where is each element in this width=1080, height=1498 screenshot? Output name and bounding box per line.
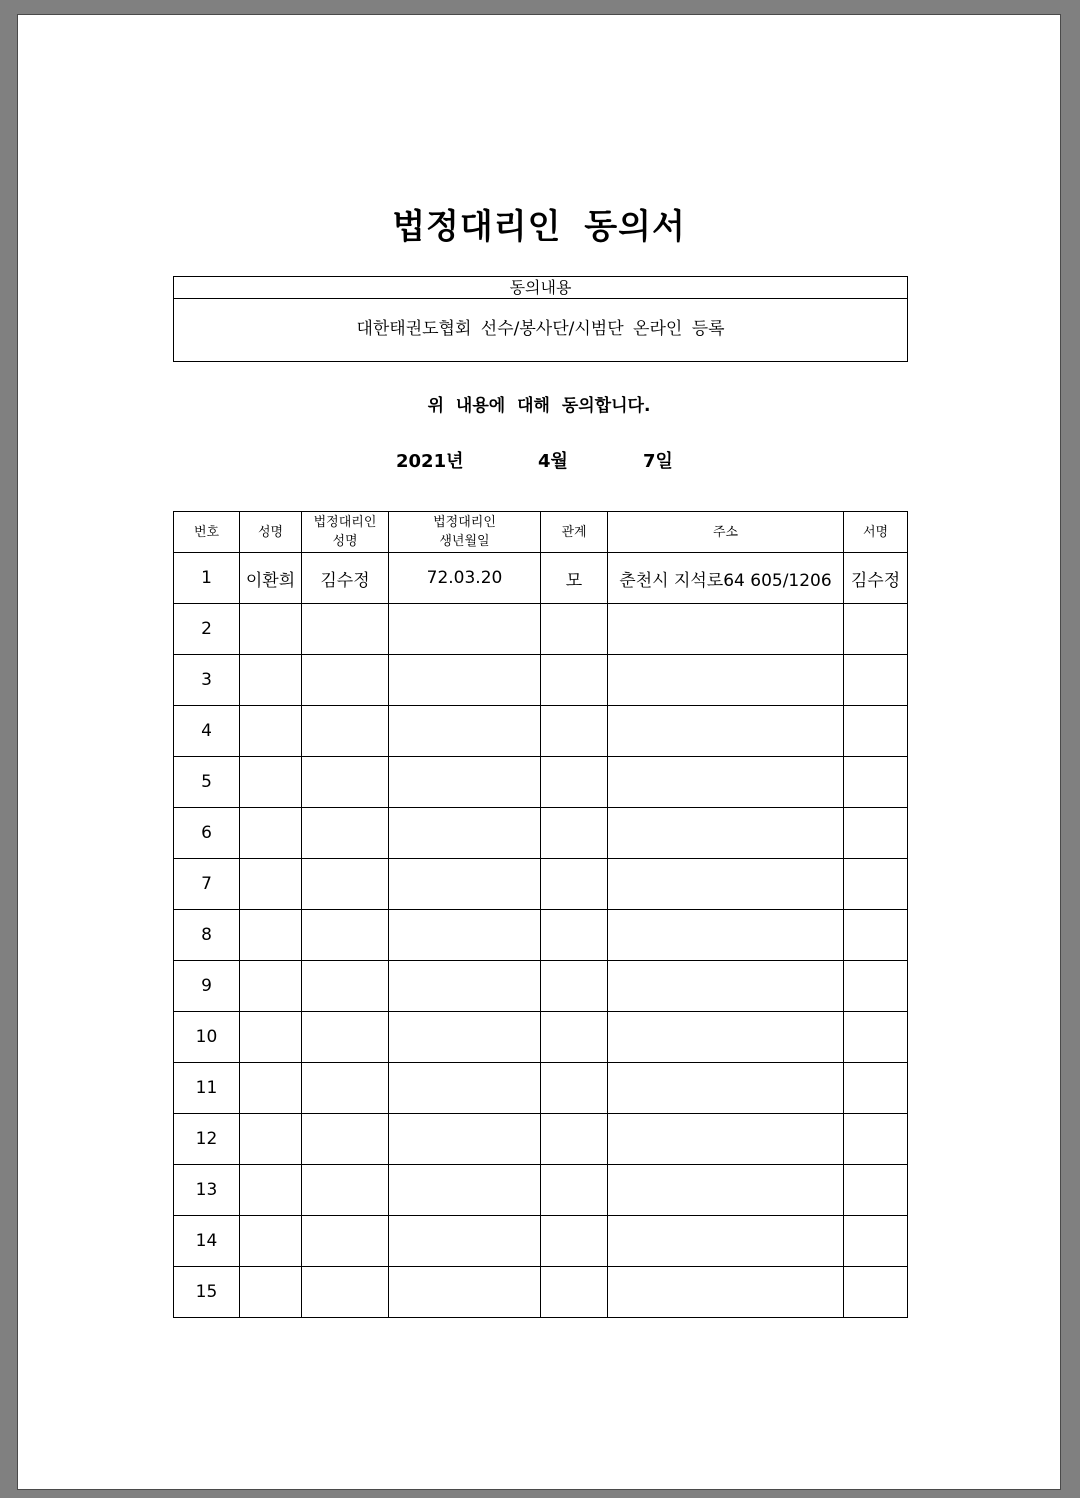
cell-address xyxy=(608,808,844,859)
table-row xyxy=(174,553,908,604)
header-name: 성명 xyxy=(240,512,302,553)
table-row xyxy=(174,859,908,910)
cell-guardian-name xyxy=(302,910,389,961)
cell-guardian-name xyxy=(302,1267,389,1318)
cell-signature: 김수정 xyxy=(844,553,908,604)
cell-address xyxy=(608,859,844,910)
cell-guardian-name xyxy=(302,604,389,655)
cell-no: 14 xyxy=(174,1216,240,1267)
cell-address xyxy=(608,1012,844,1063)
table-header-row xyxy=(174,512,908,553)
cell-relation xyxy=(541,910,608,961)
cell-guardian-name xyxy=(302,859,389,910)
cell-signature xyxy=(844,604,908,655)
cell-address xyxy=(608,1063,844,1114)
cell-name xyxy=(240,1216,302,1267)
cell-signature xyxy=(844,1267,908,1318)
cell-name xyxy=(240,655,302,706)
cell-name xyxy=(240,1165,302,1216)
cell-relation xyxy=(541,1114,608,1165)
cell-no: 10 xyxy=(174,1012,240,1063)
cell-guardian-birth xyxy=(389,706,541,757)
cell-address xyxy=(608,604,844,655)
table-row xyxy=(174,1012,908,1063)
table-row xyxy=(174,655,908,706)
cell-address: 춘천시 지석로64 605/1206 xyxy=(608,553,844,604)
cell-relation xyxy=(541,757,608,808)
table-row xyxy=(174,604,908,655)
table-row xyxy=(174,1063,908,1114)
cell-guardian-name xyxy=(302,1063,389,1114)
cell-guardian-birth xyxy=(389,655,541,706)
cell-no: 7 xyxy=(174,859,240,910)
table-row xyxy=(174,1114,908,1165)
cell-relation xyxy=(541,961,608,1012)
cell-no: 8 xyxy=(174,910,240,961)
cell-relation xyxy=(541,1165,608,1216)
cell-signature xyxy=(844,655,908,706)
cell-relation xyxy=(541,808,608,859)
cell-name xyxy=(240,961,302,1012)
cell-relation xyxy=(541,1267,608,1318)
agreement-statement: 위 내용에 대해 동의합니다. xyxy=(427,396,651,416)
cell-guardian-name xyxy=(302,1114,389,1165)
table-row xyxy=(174,808,908,859)
cell-signature xyxy=(844,757,908,808)
cell-name xyxy=(240,910,302,961)
cell-signature xyxy=(844,859,908,910)
consent-box xyxy=(173,276,908,362)
cell-guardian-birth: 72.03.20 xyxy=(389,553,541,604)
cell-no: 3 xyxy=(174,655,240,706)
cell-address xyxy=(608,1114,844,1165)
cell-guardian-name xyxy=(302,706,389,757)
header-guardian-birth xyxy=(389,512,541,553)
document-page xyxy=(17,14,1061,1490)
cell-relation xyxy=(541,604,608,655)
table-row xyxy=(174,1165,908,1216)
table-row xyxy=(174,757,908,808)
cell-signature xyxy=(844,706,908,757)
cell-address xyxy=(608,1165,844,1216)
header-guardian-name-line2: 성명 xyxy=(332,534,358,549)
cell-name xyxy=(240,1063,302,1114)
table-row xyxy=(174,1216,908,1267)
cell-guardian-name xyxy=(302,1165,389,1216)
cell-no: 11 xyxy=(174,1063,240,1114)
cell-no: 1 xyxy=(174,553,240,604)
cell-guardian-birth xyxy=(389,1267,541,1318)
cell-signature xyxy=(844,1114,908,1165)
page-title: 법정대리인 동의서 xyxy=(392,207,686,247)
header-relation: 관계 xyxy=(541,512,608,553)
cell-no: 5 xyxy=(174,757,240,808)
header-guardian-name xyxy=(302,512,389,553)
header-guardian-name-line1: 법정대리인 xyxy=(313,515,377,530)
header-no: 번호 xyxy=(174,512,240,553)
table-row xyxy=(174,961,908,1012)
cell-no: 13 xyxy=(174,1165,240,1216)
cell-no: 15 xyxy=(174,1267,240,1318)
cell-guardian-birth xyxy=(389,910,541,961)
cell-name xyxy=(240,604,302,655)
header-address: 주소 xyxy=(608,512,844,553)
cell-address xyxy=(608,757,844,808)
cell-address xyxy=(608,910,844,961)
cell-name xyxy=(240,808,302,859)
header-signature: 서명 xyxy=(844,512,908,553)
cell-no: 9 xyxy=(174,961,240,1012)
cell-signature xyxy=(844,808,908,859)
cell-guardian-birth xyxy=(389,757,541,808)
cell-guardian-name xyxy=(302,757,389,808)
cell-relation xyxy=(541,1216,608,1267)
cell-signature xyxy=(844,910,908,961)
cell-guardian-birth xyxy=(389,808,541,859)
consent-body: 대한태권도협회 선수/봉사단/시범단 온라인 등록 xyxy=(356,319,725,339)
cell-name: 이환희 xyxy=(240,553,302,604)
cell-guardian-name xyxy=(302,961,389,1012)
cell-guardian-birth xyxy=(389,859,541,910)
cell-no: 12 xyxy=(174,1114,240,1165)
cell-guardian-name xyxy=(302,1012,389,1063)
cell-relation xyxy=(541,655,608,706)
cell-address xyxy=(608,706,844,757)
cell-guardian-birth xyxy=(389,1165,541,1216)
table-row xyxy=(174,706,908,757)
table-row xyxy=(174,1267,908,1318)
cell-relation: 모 xyxy=(541,553,608,604)
date-day: 7일 xyxy=(643,451,673,472)
cell-name xyxy=(240,757,302,808)
cell-signature xyxy=(844,1165,908,1216)
cell-name xyxy=(240,706,302,757)
cell-guardian-name: 김수정 xyxy=(302,553,389,604)
cell-address xyxy=(608,1267,844,1318)
cell-no: 2 xyxy=(174,604,240,655)
cell-address xyxy=(608,655,844,706)
consent-table xyxy=(173,511,908,1318)
date-month: 4월 xyxy=(538,451,568,472)
cell-guardian-birth xyxy=(389,961,541,1012)
cell-guardian-name xyxy=(302,808,389,859)
cell-relation xyxy=(541,706,608,757)
cell-address xyxy=(608,1216,844,1267)
cell-guardian-name xyxy=(302,1216,389,1267)
cell-signature xyxy=(844,961,908,1012)
cell-name xyxy=(240,1267,302,1318)
cell-name xyxy=(240,1012,302,1063)
table-row xyxy=(174,910,908,961)
header-guardian-birth-line1: 법정대리인 xyxy=(433,515,496,530)
cell-guardian-birth xyxy=(389,604,541,655)
cell-address xyxy=(608,961,844,1012)
cell-no: 4 xyxy=(174,706,240,757)
cell-no: 6 xyxy=(174,808,240,859)
cell-guardian-birth xyxy=(389,1063,541,1114)
cell-guardian-birth xyxy=(389,1216,541,1267)
cell-guardian-birth xyxy=(389,1012,541,1063)
cell-name xyxy=(240,1114,302,1165)
cell-signature xyxy=(844,1012,908,1063)
consent-header: 동의내용 xyxy=(174,277,907,299)
date-year: 2021년 xyxy=(396,451,464,472)
cell-signature xyxy=(844,1063,908,1114)
cell-relation xyxy=(541,859,608,910)
cell-relation xyxy=(541,1063,608,1114)
cell-relation xyxy=(541,1012,608,1063)
header-guardian-birth-line2: 생년월일 xyxy=(439,534,490,549)
cell-signature xyxy=(844,1216,908,1267)
cell-guardian-birth xyxy=(389,1114,541,1165)
cell-guardian-name xyxy=(302,655,389,706)
cell-name xyxy=(240,859,302,910)
